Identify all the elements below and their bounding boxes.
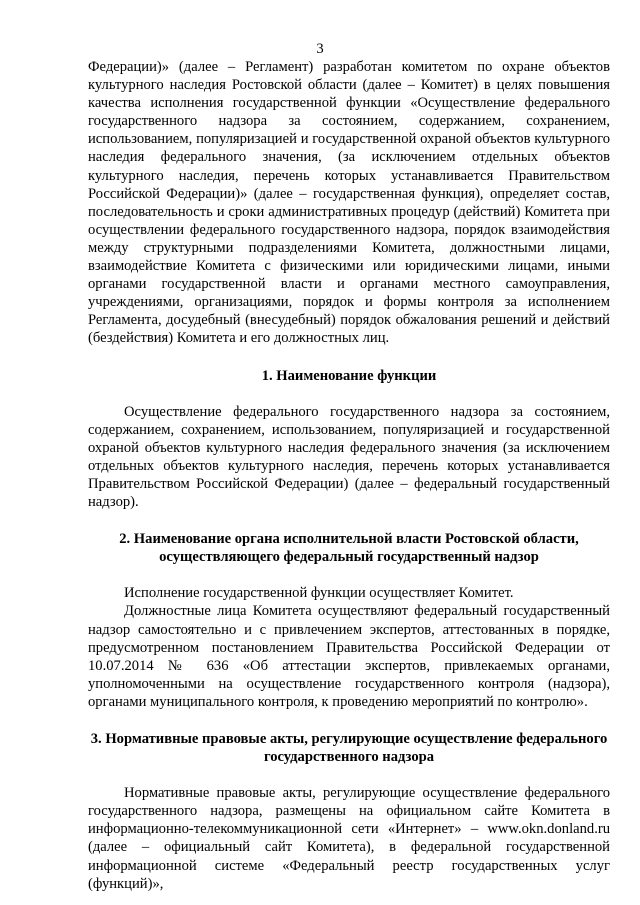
page-number: 3 xyxy=(316,41,324,57)
section-3-heading-line-2: государственного надзора xyxy=(263,749,435,766)
section-2-paragraph-2: Должностные лица Комитета осуществляют федеральный государственный надзор самостоятельно и с привлечением экспертов, аттестованных в порядке, предусмотренном постановлением Правительства Российской Федерации от 10.07.2014 № 636 «Об аттестации экспертов, привлекаемых органами, уполномоченными на осуществление государственного контроля (надзора), органами муниципального контроля, к проведению мероприятий по контролю». xyxy=(88,603,610,710)
intro-paragraph: Федерации)» (далее – Регламент) разработан комитетом по охране объектов культурного наследия Ростовской области (далее – Комитет) в целях повышения качества исполнения государственной функции «Осуществление федерального государственного надзора за состоянием, содержанием, сохранением, использованием, популяризацией и государственной охраной объектов культурного наследия федерального значения, (за исключением отдельных объектов культурного наследия, перечень которых устанавливается Правительством Российской Федерации)» (далее – государственная функция), определяет состав, последовательность и сроки административных процедур (действий) Комитета при осуществлении федерального государственного надзора, порядок взаимодействия между структурными подразделениями Комитета, должностными лицами, взаимодействие Комитета с физическими или юридическими лицами, иными органами государственной власти и органами местного самоуправления, учреждениями, организациями, порядок и формы контроля за исполнением Регламента, досудебный (внесудебный) порядок обжалования решений и действий (бездействия) Комитета и его должностных лиц. xyxy=(88,59,610,347)
section-3-paragraph: Нормативные правовые акты, регулирующие осуществление федерального государственного надзора, размещены на официальном сайте Комитета в информационно-телекоммуникационной сети «Интернет» – www.okn.donland.ru (далее – официальный сайт Комитета), в федеральной государственной информационной системе «Федеральный реестр государственных услуг (функций)», xyxy=(88,785,610,892)
section-3-heading-line-1: 3. Нормативные правовые акты, регулирующие осуществление федерального xyxy=(90,731,608,747)
section-1-heading: 1. Наименование функции xyxy=(261,367,437,384)
section-2-paragraph-1: Исполнение государственной функции осуществляет Комитет. xyxy=(124,585,514,602)
document-body xyxy=(88,58,610,893)
section-2-heading xyxy=(88,530,610,566)
section-3-heading xyxy=(88,730,610,766)
section-1-paragraph: Осуществление федерального государственного надзора за состоянием, содержанием, сохранением, использованием, популяризацией и государственной охраной объектов культурного наследия федерального значения (за исключением отдельных объектов культурного наследия, перечень которых устанавливается Правительством Российской Федерации) (далее – федеральный государственный надзор). xyxy=(88,403,610,511)
section-2-heading-line-1: 2. Наименование органа исполнительной власти Ростовской области, xyxy=(119,531,579,548)
section-2-heading-line-2: осуществляющего федеральный государственный надзор xyxy=(159,549,539,566)
